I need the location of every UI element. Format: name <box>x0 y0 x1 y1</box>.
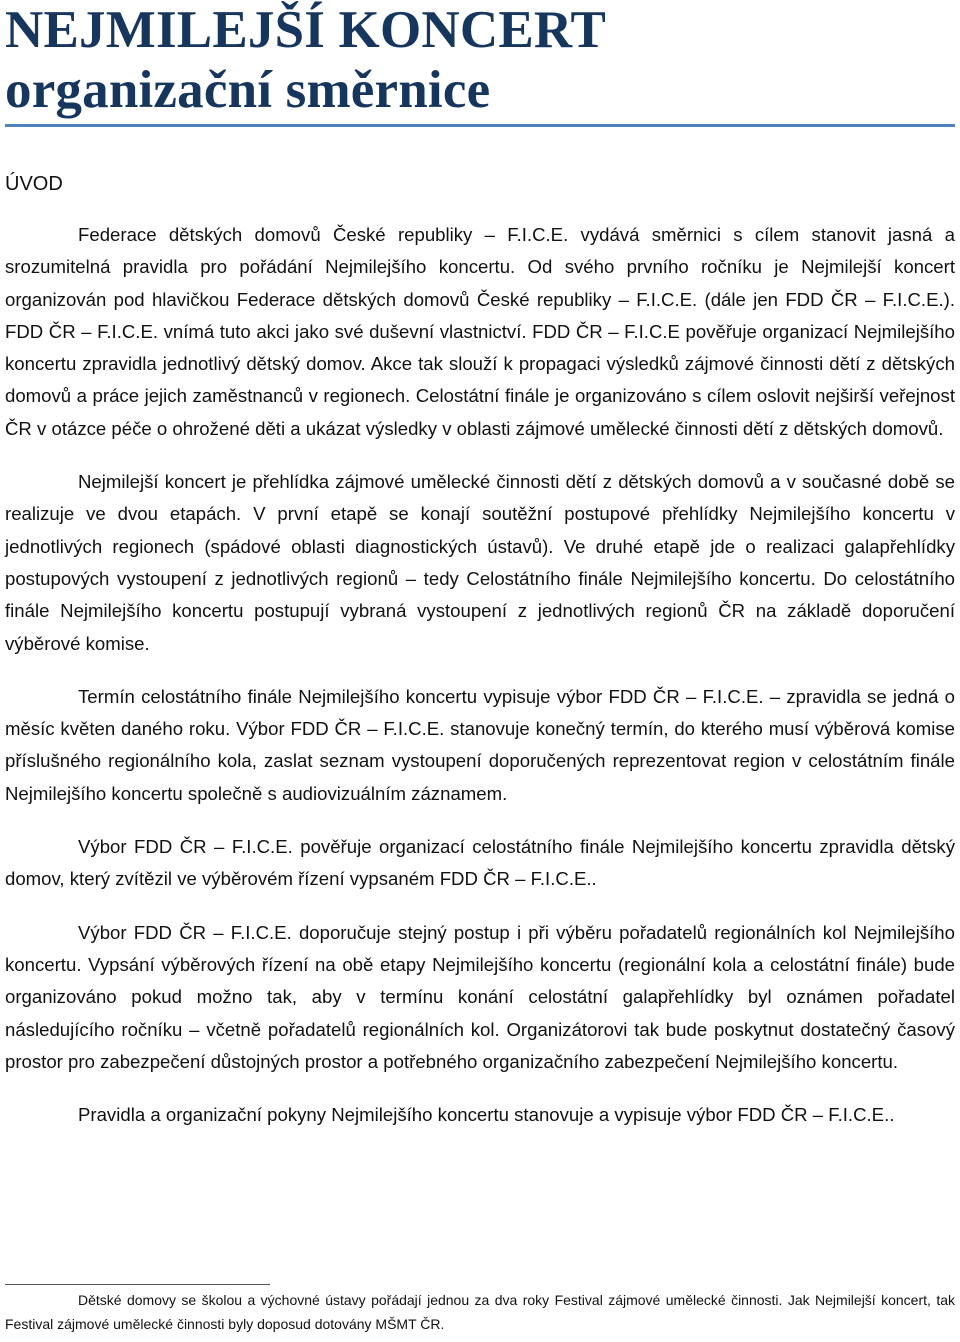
section-heading-uvod: ÚVOD <box>5 173 63 195</box>
title-line-1: NEJMILEJŠÍ KONCERT <box>5 1 607 59</box>
title-line-2: organizační směrnice <box>5 61 491 119</box>
paragraph-3: Termín celostátního finále Nejmilejšího koncertu vypisuje výbor FDD ČR – F.I.C.E. – zpravidla se jedná o měsíc květen daného roku. Výbor FDD ČR – F.I.C.E. stanovuje konečný termín, do kterého musí výběrová komise příslušného regionálního kola, zaslat seznam vystoupení doporučených reprezentovat region v celostátním finále Nejmilejšího koncertu společně s audiovizuálním záznamem. <box>5 685 955 804</box>
paragraph-5: Výbor FDD ČR – F.I.C.E. doporučuje stejný postup i při výběru pořadatelů regionálních kol Nejmilejšího koncertu. Vypsání výběrových řízení na obě etapy Nejmilejšího koncertu (regionální kola a celostátní finále) bude organizováno pokud možno tak, aby v termínu konání celostátní galapřehlídky byl oznámen pořadatel následujícího ročníku – včetně pořadatelů regionálních kol. Organizátorovi tak bude poskytnut dostatečný časový prostor pro zabezpečení důstojných prostor a potřebného organizačního zabezpečení Nejmilejšího koncertu. <box>5 921 955 1072</box>
paragraph-6: Pravidla a organizační pokyny Nejmilejšího koncertu stanovuje a vypisuje výbor FDD ČR – F.I.C.E.. <box>78 1104 895 1126</box>
title-underline <box>5 124 955 127</box>
document-title <box>5 0 955 120</box>
paragraph-4: Výbor FDD ČR – F.I.C.E. pověřuje organizací celostátního finále Nejmilejšího koncertu zpravidla dětský domov, který zvítězil ve výběrovém řízení vypsaném FDD ČR – F.I.C.E.. <box>5 836 955 890</box>
paragraph-2: Nejmilejší koncert je přehlídka zájmové umělecké činnosti dětí z dětských domovů a v současné době se realizuje ve dvou etapách. V první etapě se konají soutěžní postupové přehlídky Nejmilejšího koncertu v jednotlivých regionech (spádové oblasti diagnostických ústavů). Ve druhé etapě jde o realizaci galapřehlídky postupových vystoupení z jednotlivých regionů – tedy Celostátního finále Nejmilejšího koncertu. Do celostátního finále Nejmilejšího koncertu postupují vybraná vystoupení z jednotlivých regionů ČR na základě doporučení výběrové komise. <box>5 471 955 654</box>
body-text <box>5 219 955 1131</box>
document-page <box>5 0 955 1152</box>
footnote: Dětské domovy se školou a výchovné ústavy pořádají jednou za dva roky Festival zájmové umělecké činnosti. Jak Nejmilejší koncert, tak Festival zájmové umělecké činnosti byly doposud dotovány MŠMT ČR. <box>5 1292 955 1332</box>
paragraph-1: Federace dětských domovů České republiky – F.I.C.E. vydává směrnici s cílem stanovit jasná a srozumitelná pravidla pro pořádání Nejmilejšího koncertu. Od svého prvního ročníku je Nejmilejší koncert organizován pod hlavičkou Federace dětských domovů České republiky – F.I.C.E. (dále jen FDD ČR – F.I.C.E.). FDD ČR – F.I.C.E. vnímá tuto akci jako své duševní vlastnictví. FDD ČR – F.I.C.E pověřuje organizací Nejmilejšího koncertu zpravidla jednotlivý dětský domov. Akce tak slouží k propagaci výsledků zájmové činnosti dětí z dětských domovů a práce jejich zaměstnanců v regionech. Celostátní finále je organizováno s cílem oslovit nejširší veřejnost ČR v otázce péče o ohrožené děti a ukázat výsledky v oblasti zájmové umělecké činnosti dětí z dětských domovů. <box>5 224 955 439</box>
footnote-separator <box>5 1284 270 1285</box>
